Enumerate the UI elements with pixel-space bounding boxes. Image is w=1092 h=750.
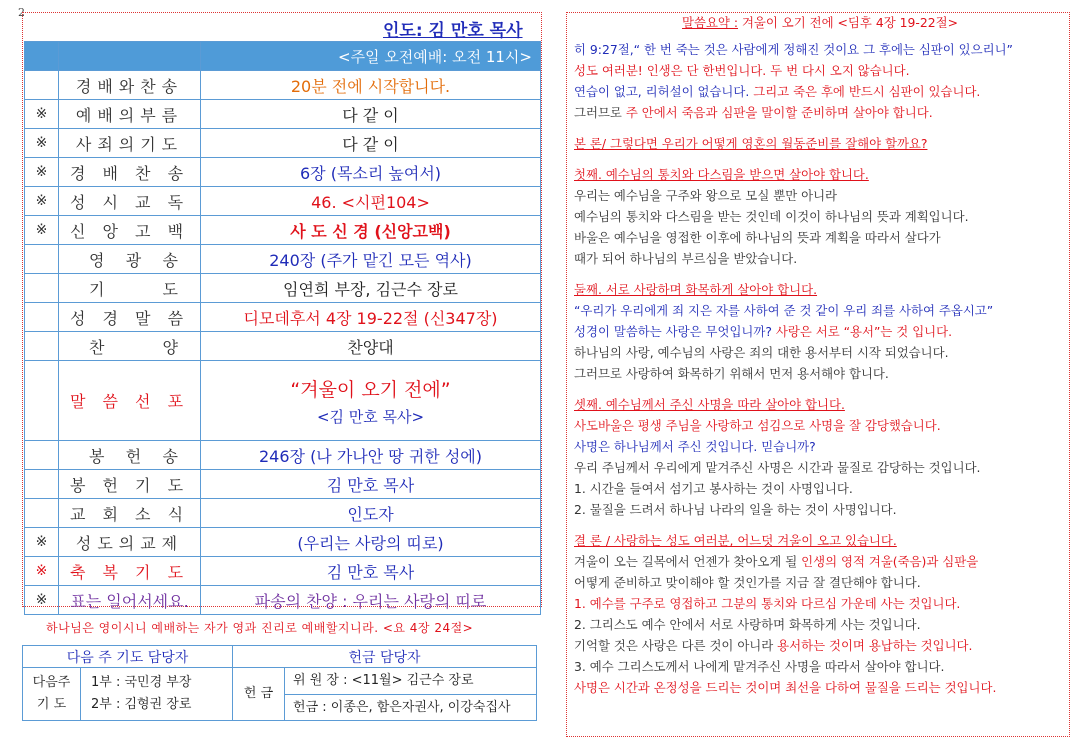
order-value: 사 도 신 경 (신앙고백) <box>201 216 541 245</box>
table-row: ※ 표는 일어서세요. 파송의 찬양 : 우리는 사랑의 띠로 <box>25 586 541 615</box>
order-value: 찬양대 <box>201 332 541 361</box>
table-row <box>25 470 541 499</box>
order-value: (우리는 사랑의 띠로) <box>201 528 541 557</box>
sermon-summary: 말씀요약 : 겨울이 오기 전에 <딤후 4장 19-22절> 히 9:27절,“ 한 번 죽는 것은 사람에게 정해진 것이요 그 후에는 심판이 있으리니” 성도 여러분! 인생은 단 한번입니다. 두 번 다시 오지 않습니다. 연습이 없고, 리허설이 없습니다. 그리고 죽은 후에 반드시 심판이 있습니다. 그러므로 주 안에서 죽음과 심판을 말이할 준비하며 살아야 합니다. 본 론/ 그렇다면 우리가 어떻게 영혼의 월동준비를 잘해야 할까요? 첫째. 예수님의 통치와 다스림을 받으면 살아야 합니다. 우리는 예수님을 구주와 왕으로 모실 뿐만 아니라 예수님의 통치와 다스림을 받는 것인데 이것이 하나님의 뜻과 계획입니다. 바울은 예수님을 영접한 이후에 하나님의 뜻과 계획을 따라서 살다가 때가 되어 하나님의 부르심을 받았습니다. 둘째. 서로 사랑하며 화목하게 살아야 합니다. “우리가 우리에게 죄 지은 자를 사하여 준 것 같이 우리 죄를 사하여 주옵시고” 성경이 말씀하는 사랑은 무엇입니까? 사랑은 서로 “용서”는 것 입니다. 하나님의 사랑, 예수님의 사랑은 죄의 대한 용서부터 시작 되었습니다. 그러므로 사랑하여 화목하기 위해서 먼저 용서해야 합니다. 셋째. 예수님께서 주신 사명을 따라 살아야 합니다. 사도바울은 평생 주님을 사랑하고 섬김으로 사명을 잘 감당했습니다. 사명은 하나님께서 주신 것입니다. 믿습니까? 우리 주님께서 우리에게 맡겨주신 사명은 시간과 물질로 감당하는 것입니다. 1. 시간을 들여서 섬기고 봉사하는 것이 사명입니다. 2. 물질을 드려서 하나님 나라의 일을 하는 것이 사명입니다. 결 론 / 사랑하는 성도 여러분, 어느덧 겨울이 오고 있습니다. 겨울이 오는 길목에서 언젠가 찾아오게 될 인생의 영적 겨울(죽음)과 심판을 어떻게 준비하고 맞이해야 할 것인가를 지금 잘 결단해야 합니다. 1. 예수를 구주로 영접하고 그분의 통치와 다르심 가운데 사는 것입니다. 2. 그리스도 예수 안에서 서로 사랑하며 화목하게 사는 것입니다. 기억할 것은 사랑은 다른 것이 아니라 용서하는 것이며 용납하는 것입니다. 3. 예수 그리스도께서 나에게 맡겨주신 사명을 따라서 살아야 합니다. 사명은 시간과 온정성을 드리는 것이며 최선을 다하여 물질을 드리는 것입니다. <box>574 12 1066 698</box>
summary-heading: 말씀요약 : 겨울이 오기 전에 <딤후 4장 19-22절> <box>682 15 958 30</box>
order-item: 성 시 교 독 <box>59 187 201 216</box>
table-row: ※ 축 복 기 도 김 만호 목사 <box>25 557 541 586</box>
order-item: 경 배 찬 송 <box>59 158 201 187</box>
order-value: 인도자 <box>201 499 541 528</box>
offering-duty-header: 헌금 담당자 <box>233 646 537 668</box>
scripture-verse: 하나님은 영이시니 예배하는 자가 영과 진리로 예배할지니라. <요 4장 24절> <box>46 621 474 635</box>
leader-title: 인도: 김 만호 목사 <box>383 21 523 41</box>
order-item: 교 회 소 식 <box>59 499 201 528</box>
order-item: 찬 양 <box>59 332 201 361</box>
order-item: 봉 헌 기 도 <box>59 470 201 499</box>
table-row <box>25 332 541 361</box>
table-row <box>25 274 541 303</box>
order-value: 다 같 이 <box>201 100 541 129</box>
third-point-heading: 셋째. 예수님께서 주신 사명을 따라 살아야 합니다. <box>574 397 845 412</box>
table-row: ※ 경 배 찬 송 6장 (목소리 높여서) <box>25 158 541 187</box>
table-row <box>25 303 541 332</box>
sermon-cell <box>201 361 541 441</box>
order-item: 축 복 기 도 <box>59 557 201 586</box>
prayer-duty-header: 다음 주 기도 담당자 <box>23 646 233 668</box>
order-item: 성도의교제 <box>59 528 201 557</box>
service-header-row <box>25 42 541 71</box>
standing-note: 표는 일어서세요. <box>59 586 201 615</box>
order-item: 경배와찬송 <box>59 71 201 100</box>
body-heading: 본 론/ 그렇다면 우리가 어떻게 영혼의 월동준비를 잘해야 할까요? <box>574 136 928 151</box>
prayer-shifts: 1부 : 국민경 부장 2부 : 김형권 장로 <box>81 668 233 721</box>
table-row: ※ 신 앙 고 백 사 도 신 경 (신앙고백) <box>25 216 541 245</box>
order-value: 다 같 이 <box>201 129 541 158</box>
next-week-prayer-label: 다음주 기 도 <box>23 668 81 721</box>
table-row <box>25 245 541 274</box>
sermon-title: “겨울이 오기 전에” <box>290 378 451 401</box>
table-row: ※ 성도의교제 (우리는 사랑의 띠로) <box>25 528 541 557</box>
conclusion-heading: 결 론 / 사랑하는 성도 여러분, 어느덧 겨울이 오고 있습니다. <box>574 533 897 548</box>
offering-members: 위 원 장 : <11월> 김근수 장로 헌금 : 이종은, 함은자권사, 이강숙집사 <box>285 668 537 721</box>
order-value: 46. <시편104> <box>201 187 541 216</box>
second-point-heading: 둘째. 서로 사랑하며 화목하게 살아야 합니다. <box>574 282 818 297</box>
table-row: ※ 사죄의기도 다 같 이 <box>25 129 541 158</box>
order-item: 성 경 말 씀 <box>59 303 201 332</box>
worship-order-table <box>24 41 541 615</box>
order-item: 말 씀 선 포 <box>59 361 201 441</box>
table-row <box>25 499 541 528</box>
table-row <box>25 71 541 100</box>
order-value: 디모데후서 4장 19-22절 (신347장) <box>201 303 541 332</box>
order-value: 240장 (주가 맡긴 모든 역사) <box>201 245 541 274</box>
order-item: 영 광 송 <box>59 245 201 274</box>
service-time-header: <주일 오전예배: 오전 11시> <box>201 42 541 71</box>
order-item: 사죄의기도 <box>59 129 201 158</box>
order-value: 김 만호 목사 <box>201 557 541 586</box>
order-item: 기 도 <box>59 274 201 303</box>
page-number: 2 <box>18 6 25 19</box>
first-point-heading: 첫째. 예수님의 통치와 다스림을 받으면 살아야 합니다. <box>574 167 869 182</box>
order-value: 6장 (목소리 높여서) <box>201 158 541 187</box>
sermon-row <box>25 361 541 441</box>
table-row <box>25 441 541 470</box>
order-item: 봉 헌 송 <box>59 441 201 470</box>
table-row: ※ 예배의부름 다 같 이 <box>25 100 541 129</box>
offering-label: 헌 금 <box>233 668 285 721</box>
table-row: ※ 성 시 교 독 46. <시편104> <box>25 187 541 216</box>
sermon-pastor: <김 만호 목사> <box>316 407 425 426</box>
order-value: 임연희 부장, 김근수 장로 <box>201 274 541 303</box>
order-value: 246장 (나 가나안 땅 귀한 성에) <box>201 441 541 470</box>
order-value: 20분 전에 시작합니다. <box>201 71 541 100</box>
order-item: 예배의부름 <box>59 100 201 129</box>
duty-table <box>22 645 537 721</box>
order-value: 파송의 찬양 : 우리는 사랑의 띠로 <box>201 586 541 615</box>
order-value: 김 만호 목사 <box>201 470 541 499</box>
order-item: 신 앙 고 백 <box>59 216 201 245</box>
